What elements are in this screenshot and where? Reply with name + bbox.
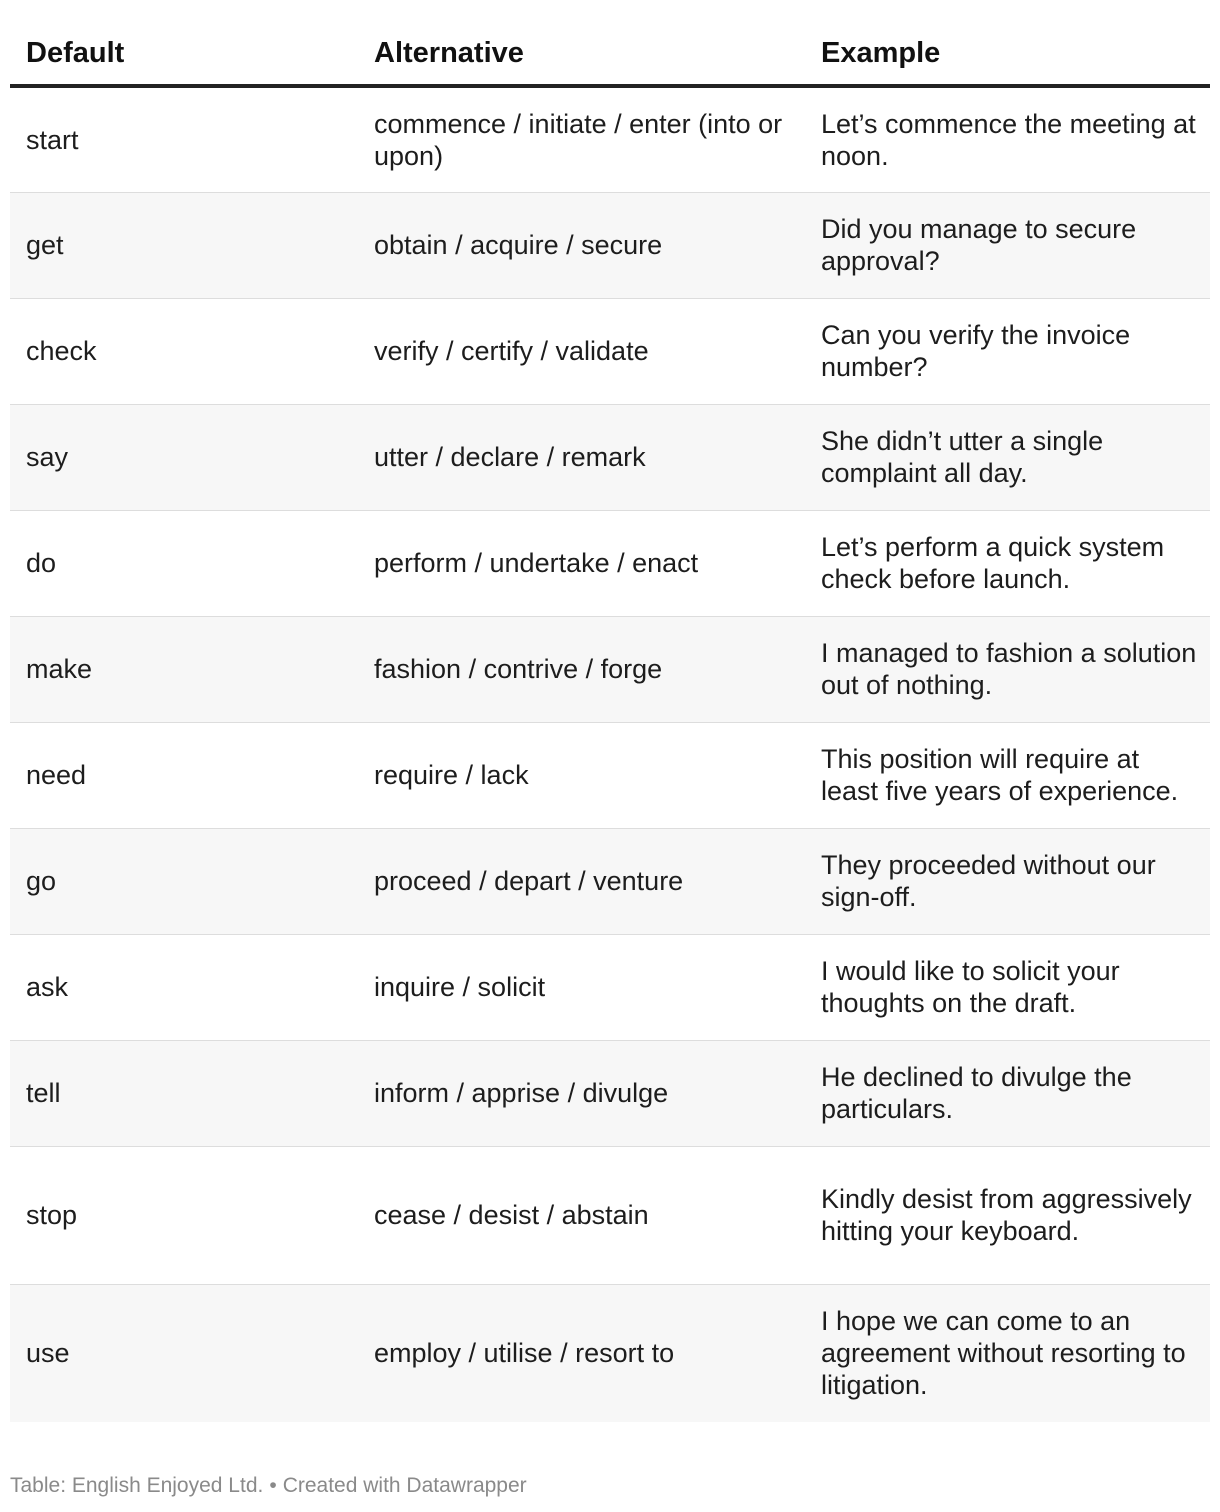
- cell-example: I hope we can come to an agreement without resorting to litigation.: [805, 1284, 1210, 1422]
- cell-default: ask: [10, 934, 358, 1040]
- table-row: [10, 510, 1210, 616]
- table-row: [10, 1146, 1210, 1284]
- cell-default: do: [10, 510, 358, 616]
- cell-example: She didn’t utter a single complaint all day.: [805, 404, 1210, 510]
- table-row: [10, 934, 1210, 1040]
- table-row: [10, 86, 1210, 192]
- cell-default: check: [10, 298, 358, 404]
- cell-alternative: verify / certify / validate: [358, 298, 805, 404]
- cell-alternative: inform / apprise / divulge: [358, 1040, 805, 1146]
- table-row: [10, 404, 1210, 510]
- cell-alternative: require / lack: [358, 722, 805, 828]
- table-row: [10, 722, 1210, 828]
- table-row: [10, 1284, 1210, 1422]
- table-row: [10, 616, 1210, 722]
- cell-example: Kindly desist from aggressively hitting your keyboard.: [805, 1146, 1210, 1284]
- cell-alternative: proceed / depart / venture: [358, 828, 805, 934]
- column-header-example[interactable]: Example: [805, 0, 1210, 86]
- table-container: [10, 0, 1210, 1497]
- tool-credit-link[interactable]: Created with Datawrapper: [282, 1474, 527, 1497]
- cell-default: stop: [10, 1146, 358, 1284]
- cell-alternative: commence / initiate / enter (into or upon): [358, 86, 805, 192]
- cell-alternative: obtain / acquire / secure: [358, 192, 805, 298]
- cell-example: Can you verify the invoice number?: [805, 298, 1210, 404]
- cell-default: start: [10, 86, 358, 192]
- cell-default: say: [10, 404, 358, 510]
- cell-alternative: employ / utilise / resort to: [358, 1284, 805, 1422]
- cell-example: He declined to divulge the particulars.: [805, 1040, 1210, 1146]
- table-row: [10, 828, 1210, 934]
- cell-alternative: inquire / solicit: [358, 934, 805, 1040]
- column-header-default[interactable]: Default: [10, 0, 358, 86]
- footer-separator: •: [269, 1474, 277, 1497]
- table-row: [10, 192, 1210, 298]
- cell-example: Did you manage to secure approval?: [805, 192, 1210, 298]
- cell-example: Let’s perform a quick system check before launch.: [805, 510, 1210, 616]
- cell-example: Let’s commence the meeting at noon.: [805, 86, 1210, 192]
- cell-alternative: utter / declare / remark: [358, 404, 805, 510]
- cell-default: get: [10, 192, 358, 298]
- column-header-alternative[interactable]: Alternative: [358, 0, 805, 86]
- cell-example: I would like to solicit your thoughts on the draft.: [805, 934, 1210, 1040]
- table-row: [10, 1040, 1210, 1146]
- cell-example: I managed to fashion a solution out of nothing.: [805, 616, 1210, 722]
- source-credit: Table: English Enjoyed Ltd.: [10, 1474, 264, 1497]
- cell-default: go: [10, 828, 358, 934]
- cell-alternative: cease / desist / abstain: [358, 1146, 805, 1284]
- cell-default: need: [10, 722, 358, 828]
- cell-default: make: [10, 616, 358, 722]
- cell-example: They proceeded without our sign-off.: [805, 828, 1210, 934]
- vocabulary-table: [10, 0, 1210, 1422]
- cell-default: tell: [10, 1040, 358, 1146]
- table-row: [10, 298, 1210, 404]
- cell-example: This position will require at least five years of experience.: [805, 722, 1210, 828]
- table-header-row: [10, 0, 1210, 86]
- cell-alternative: fashion / contrive / forge: [358, 616, 805, 722]
- cell-alternative: perform / undertake / enact: [358, 510, 805, 616]
- table-footer: [10, 1474, 527, 1498]
- cell-default: use: [10, 1284, 358, 1422]
